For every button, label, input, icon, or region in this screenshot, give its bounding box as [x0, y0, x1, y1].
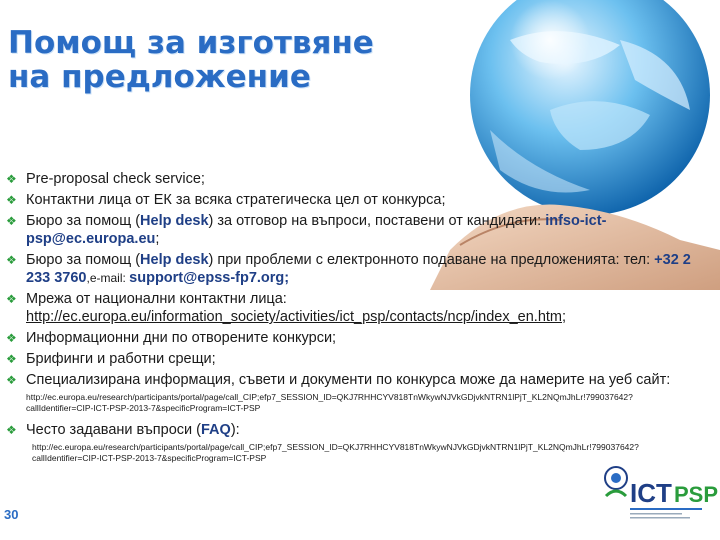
bullet-icon: ❖ [6, 352, 17, 366]
item-text: ): [230, 422, 240, 438]
bullet-icon: ❖ [6, 373, 17, 387]
item-text: ; [562, 309, 567, 325]
bullet-icon: ❖ [6, 331, 17, 345]
item-text: Често задавани въпроси ( [26, 422, 201, 438]
bullet-icon: ❖ [6, 172, 17, 186]
item-text: Брифинги и работни срещи; [26, 351, 216, 367]
title-line-1: Помощ за изготвяне [8, 25, 374, 61]
bullet-icon: ❖ [6, 253, 17, 267]
item-text: Бюро за помощ ( [26, 252, 141, 268]
page-title [8, 26, 428, 94]
item-text: ) за отговор на въпроси, поставени от кандидати: [208, 213, 546, 229]
item-text: Мрежа от национални контактни лица: [26, 291, 287, 307]
list-item [6, 212, 714, 248]
svg-text:PSP: PSP [674, 482, 719, 507]
list-item [6, 251, 714, 287]
phone-number: +32 2 233 3760 [26, 252, 691, 286]
list-item [6, 350, 714, 368]
slide-number: 30 [4, 507, 19, 522]
bullet-icon: ❖ [6, 214, 17, 228]
help-desk-label: Help desk [140, 252, 209, 268]
item-text: Контактни лица от ЕК за всяка стратегическа цел от конкурса; [26, 192, 446, 208]
item-text: Специализирана информация, съвети и документи по конкурса може да намерите на уеб сайт: [26, 372, 671, 388]
support-email[interactable]: support@epss-fp7.org; [129, 270, 290, 286]
list-item [6, 290, 714, 326]
helpdesk-email[interactable]: infso-ict-psp@ec.europa.eu [26, 213, 607, 247]
item-text: ) при проблеми с електронното подаване на предложенията: тел: [208, 252, 655, 268]
bullet-icon: ❖ [6, 193, 17, 207]
item-text: ,e-mail: [86, 271, 130, 285]
list-item [6, 371, 714, 389]
ict-psp-logo [594, 456, 719, 528]
call-url-link[interactable]: http://ec.europa.eu/research/participants/portal/page/call_CIP;efp7_SESSION_ID=QKJ7RHHCYV818TnWkywNJVkGDjvkNTRN1lPjT_KL2NQmJhLr!799037642?callIdentifier=CIP-ICT-PSP-2013-7&specificProgram=ICT-PSP [26, 392, 633, 413]
bullet-icon: ❖ [6, 423, 17, 437]
list-item [6, 329, 714, 347]
list-item [6, 170, 714, 188]
item-text: Информационни дни по отворените конкурси; [26, 330, 337, 346]
help-desk-label: Help desk [140, 213, 209, 229]
bullet-icon: ❖ [6, 292, 17, 306]
title-line-2: на предложение [8, 59, 311, 95]
ncp-link[interactable]: http://ec.europa.eu/information_society/activities/ict_psp/contacts/ncp/index_en.htm [26, 309, 562, 325]
svg-text:ICT: ICT [630, 478, 672, 508]
item-text: ; [155, 231, 160, 247]
list-item [6, 191, 714, 209]
faq-label: FAQ [201, 422, 231, 438]
item-text: Pre-proposal check service; [26, 171, 205, 187]
bullet-list [6, 170, 714, 471]
item-text: Бюро за помощ ( [26, 213, 141, 229]
list-item [6, 421, 714, 439]
faq-url-link[interactable]: http://ec.europa.eu/research/participants/portal/page/call_CIP;efp7_SESSION_ID=QKJ7RHHCYV818TnWkywNJVkGDjvkNTRN1lPjT_KL2NQmJhLr!799037642?callIdentifier=CIP-ICT-PSP-2013-7&specificProgram=ICT-PSP [32, 442, 639, 463]
